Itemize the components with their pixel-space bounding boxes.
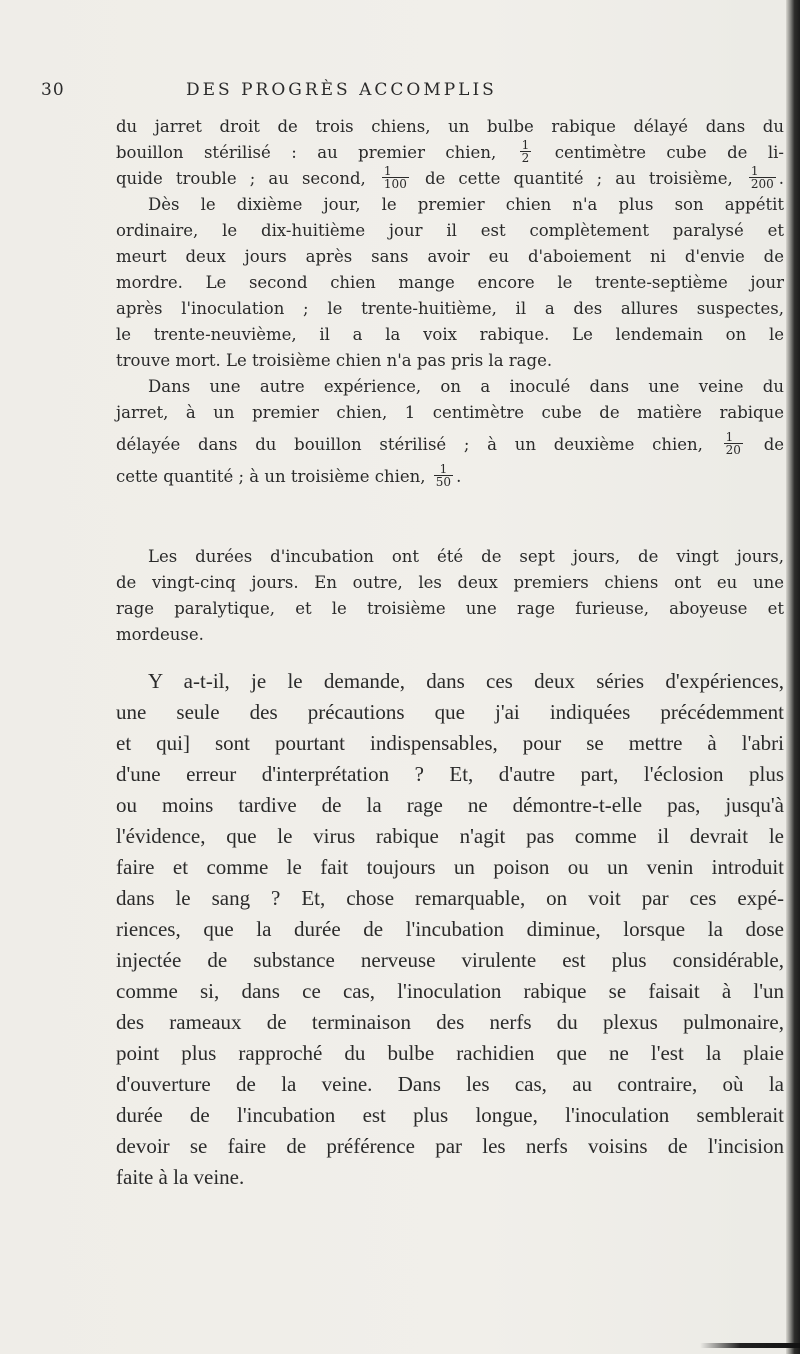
text-line: l'évidence, que le virus rabique n'agit pas comme il devrait le	[116, 824, 784, 848]
text-line: dans le sang ? Et, chose remarquable, on voit par ces expé-	[116, 886, 784, 910]
paragraph-3	[116, 374, 784, 490]
text-line: devoir se faire de préférence par les nerfs voisins de l'incision	[116, 1134, 784, 1158]
text-line: Y a-t-il, je le demande, dans ces deux séries d'expériences,	[148, 669, 784, 693]
text-line: riences, que la durée de l'incubation diminue, lorsque la dose	[116, 917, 784, 941]
text-line: bouillon stérilisé : au premier chien, $\frac{1}{2}$ centimètre cube de li-	[116, 138, 784, 165]
page-header	[0, 80, 800, 104]
text-line: des rameaux de terminaison des nerfs du plexus pulmonaire,	[116, 1010, 784, 1034]
text-line: après l'inoculation ; le trente-huitième, il a des allures suspectes,	[116, 299, 784, 318]
text-line: mordre. Le second chien mange encore le trente-septième jour	[116, 273, 784, 292]
text-line: cette quantité ; à un troisième chien, $\frac{1}{50}$ .	[116, 462, 462, 489]
text-line: point plus rapproché du bulbe rachidien que ne l'est la plaie	[116, 1041, 784, 1065]
text-line: d'une erreur d'interprétation ? Et, d'autre part, l'éclosion plus	[116, 762, 784, 786]
text-line: faire et comme le fait toujours un poison ou un venin introduit	[116, 855, 784, 879]
text-line: délayée dans du bouillon stérilisé ; à un deuxième chien, $\frac{1}{20}$ de	[116, 430, 785, 457]
fraction-one-twentieth: $\frac{1}{20}$	[725, 430, 741, 457]
page-number: 30	[41, 80, 65, 100]
paragraph-2	[116, 192, 784, 374]
paragraph-1	[116, 114, 784, 192]
fraction-one-half: $\frac{1}{2}$	[521, 138, 530, 165]
text-line: et qui] sont pourtant indispensables, pour se mettre à l'abri	[116, 731, 784, 755]
page-edge-shadow	[786, 0, 800, 1354]
text-line: une seule des précautions que j'ai indiquées précédemment	[116, 700, 784, 724]
text-line: du jarret droit de trois chiens, un bulbe rabique délayé dans du	[116, 117, 784, 136]
text-line: injectée de substance nerveuse virulente est plus considérable,	[116, 948, 784, 972]
text-line: le trente-neuvième, il a la voix rabique. Le lendemain on le	[116, 325, 784, 344]
page-bottom-edge	[700, 1343, 800, 1348]
text-line: rage paralytique, et le troisième une rage furieuse, aboyeuse et	[116, 599, 784, 618]
text-line: Dans une autre expérience, on a inoculé dans une veine du	[148, 377, 784, 396]
fraction-one-two-hundredth: $\frac{1}{200}$	[750, 164, 774, 191]
text-line: comme si, dans ce cas, l'inoculation rabique se faisait à l'un	[116, 979, 784, 1003]
running-head: DES PROGRÈS ACCOMPLIS	[186, 80, 497, 100]
paragraph-5	[116, 666, 784, 1193]
text-line: jarret, à un premier chien, 1 centimètre cube de matière rabique	[116, 403, 784, 422]
text-line: faite à la veine.	[116, 1165, 245, 1189]
fraction-one-hundredth: $\frac{1}{100}$	[383, 164, 407, 191]
text-line: durée de l'incubation est plus longue, l'inoculation semblerait	[116, 1103, 784, 1127]
text-line: mordeuse.	[116, 625, 204, 644]
text-line: quide trouble ; au second, $\frac{1}{100}$ de cette quantité ; au troisième, $\frac{1}{200}$ .	[116, 164, 785, 191]
text-line: meurt deux jours après sans avoir eu d'aboiement ni d'envie de	[116, 247, 784, 266]
text-line: trouve mort. Le troisième chien n'a pas pris la rage.	[116, 351, 553, 370]
text-line: ordinaire, le dix-huitième jour il est complètement paralysé et	[116, 221, 784, 240]
fraction-one-fiftieth: $\frac{1}{50}$	[435, 462, 452, 489]
text-line: Les durées d'incubation ont été de sept jours, de vingt jours,	[148, 547, 784, 566]
text-line: de vingt-cinq jours. En outre, les deux premiers chiens ont eu une	[116, 573, 784, 592]
paragraph-4	[116, 544, 784, 648]
text-line: ou moins tardive de la rage ne démontre-t-elle pas, jusqu'à	[116, 793, 784, 817]
text-line: d'ouverture de la veine. Dans les cas, au contraire, où la	[116, 1072, 784, 1096]
text-line: Dès le dixième jour, le premier chien n'a plus son appétit	[148, 195, 784, 214]
